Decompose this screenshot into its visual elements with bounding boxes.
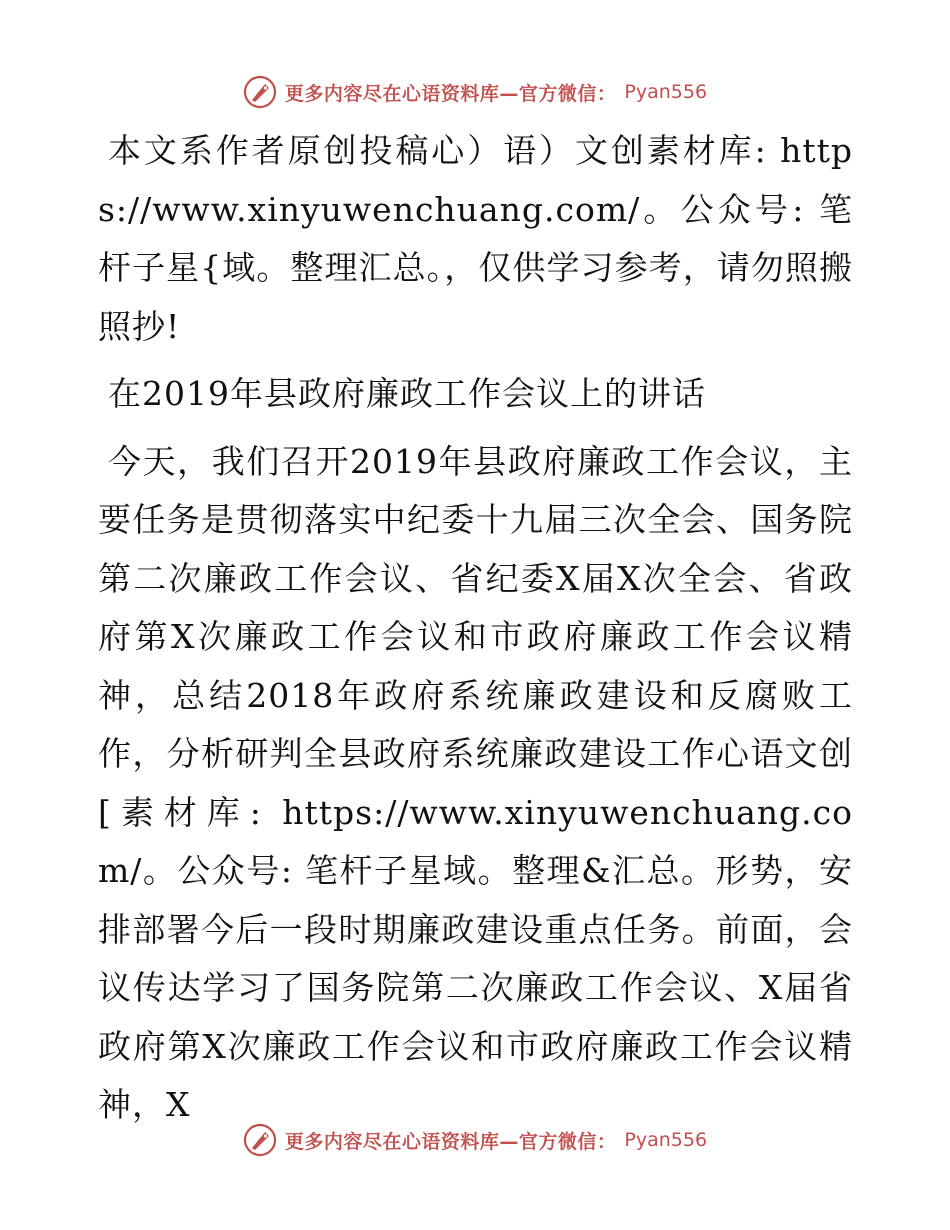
header-watermark-text: 更多内容尽在心语资料库—官方微信： — [284, 82, 617, 105]
document-body — [98, 122, 853, 1144]
header-watermark-id: Pyan556 — [624, 81, 708, 103]
body-paragraph: 今天，我们召开2019年县政府廉政工作会议，主要任务是贯彻落实中纪委十九届三次全会、国务院第二次廉政工作会议、省纪委X届X次全会、省政府第X次廉政工作会议和市政府廉政工作会议精神，总结2018年政府系统廉政建设和反腐败工作，分析研判全县政府系统廉政建设工作心语文创[素材库: https://www.xinyuwenchuang.com/。公众号: 笔杆子星域。整理&汇总。形势，安排部署今后一段时期廉政建设重点任务。前面，会议传达学习了国务院第二次廉政工作会议、X届省政府第X次廉政工作会议和市政府廉政工作会议精神，X — [98, 441, 853, 1124]
pen-nib-logo-icon — [243, 1123, 277, 1157]
pen-nib-logo-icon — [243, 75, 277, 109]
footer-watermark-text: 更多内容尽在心语资料库—官方微信： — [284, 1130, 617, 1153]
header-watermark — [0, 72, 950, 112]
footer-watermark — [0, 1120, 950, 1160]
intro-paragraph: 本文系作者原创投稿心）语）文创素材库: https://www.xinyuwenchuang.com/。公众号: 笔杆子星{域。整理汇总。，仅供学习参考，请勿照搬照抄! — [98, 131, 853, 346]
footer-watermark-id: Pyan556 — [624, 1129, 708, 1151]
speech-title: 在2019年县政府廉政工作会议上的讲话 — [108, 374, 706, 413]
